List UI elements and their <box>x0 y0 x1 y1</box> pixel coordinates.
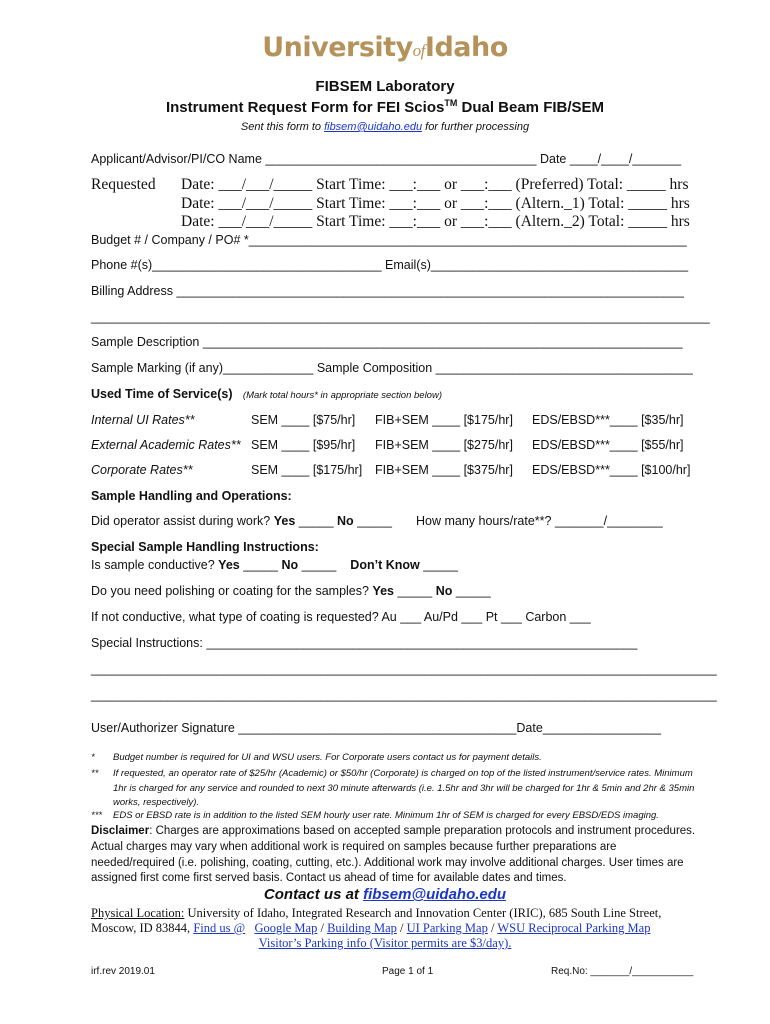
sample-marking-field[interactable]: Sample Marking (if any)_____________ Sample Composition _____________________________________ <box>91 361 693 375</box>
fib-rate-field[interactable]: FIB+SEM ____ [$175/hr] <box>375 413 513 427</box>
signature-field[interactable]: User/Authorizer Signature ________________________________________Date_________________ <box>91 721 661 735</box>
ui-parking-map-link[interactable]: UI Parking Map <box>406 921 488 935</box>
sem-rate-field[interactable]: SEM ____ [$175/hr] <box>251 463 363 477</box>
rate-row-corporate <box>91 463 701 477</box>
special-instructions-line2[interactable]: __________________________________________________________________________________________ <box>91 662 717 676</box>
polish-no-blank[interactable]: _____ <box>455 584 491 598</box>
billing-address-line2[interactable]: _________________________________________________________________________________________ <box>91 310 710 324</box>
visitor-parking-link[interactable]: Visitor’s Parking info (Visitor permits are $3/day). <box>258 936 512 950</box>
fib-rate-field[interactable]: FIB+SEM ____ [$275/hr] <box>375 438 513 452</box>
special-handling-heading: Special Sample Handling Instructions: <box>91 540 319 554</box>
billing-address-field[interactable]: Billing Address _________________________________________________________________________ <box>91 284 684 298</box>
handling-heading: Sample Handling and Operations: <box>91 489 292 503</box>
eds-rate-field[interactable]: EDS/EBSD***____ [$35/hr] <box>532 413 684 427</box>
disclaimer: Disclaimer: Charges are approximations based on accepted sample preparation protocols and instrument procedures. Actual charges may vary when additional work is required on samples because further preparations are needed/required (i.e. polishing, coating, cutting, etc.). Additional work may involve additional charges. User times are assigned first come first served basis. Contact us ahead of time for available dates and times. <box>91 825 696 885</box>
footnote-operator-rate: ** If requested, an operator rate of $25/hr (Academic) or $50/hr (Corporate) is charged on top of the listed instrument/service rates. Minimum 1hr is charged for any service and rounded to next 30 minute afterwards (i.e. 1.5hr and 3hr will be charged for 1hr & 5min and 2hr & 35min works, respectively). <box>91 768 695 809</box>
phone-email-field[interactable]: Phone #(s)_________________________________ Email(s)_____________________________________ <box>91 258 689 272</box>
google-map-link[interactable]: Google Map <box>254 921 318 935</box>
assist-yes-blank[interactable]: _____ <box>298 514 334 528</box>
form-title: Instrument Request Form for FEI Scios™ Dual Beam FIB/SEM <box>165 98 605 116</box>
conductive-no-blank[interactable]: _____ <box>301 558 337 572</box>
polishing-question: Do you need polishing or coating for the samples? Yes _____ No _____ <box>91 584 491 598</box>
footnote-budget: * Budget number is required for UI and WSU users. For Corporate users contact us for payment details. <box>91 752 542 763</box>
page-number: Page 1 of 1 <box>382 966 434 977</box>
applicant-field[interactable]: Applicant/Advisor/PI/CO Name _______________________________________ Date ____/____/_______ <box>91 152 682 166</box>
eds-rate-field[interactable]: EDS/EBSD***____ [$100/hr] <box>532 463 691 477</box>
contact-line: Contact us at fibsem@uidaho.edu <box>263 886 507 903</box>
building-map-link[interactable]: Building Map <box>327 921 397 935</box>
rate-row-external <box>91 438 701 452</box>
submission-note: Sent this form to fibsem@uidaho.edu for further processing <box>240 121 530 133</box>
rate-row-internal <box>91 413 701 427</box>
map-links: Moscow, ID 83844, Find us @ Google Map / Building Map / UI Parking Map / WSU Reciprocal Parking Map <box>91 921 651 935</box>
lab-title: FIBSEM Laboratory <box>315 78 455 95</box>
operator-assist-question: Did operator assist during work? Yes _____ No _____ <box>91 514 392 528</box>
hours-rate-field[interactable]: How many hours/rate**? _______/________ <box>416 514 663 528</box>
sem-rate-field[interactable]: SEM ____ [$75/hr] <box>251 413 356 427</box>
email-link[interactable]: fibsem@uidaho.edu <box>324 121 423 133</box>
conductive-yes-blank[interactable]: _____ <box>243 558 278 572</box>
requested-label: Requested <box>91 176 156 193</box>
physical-location: Physical Location: University of Idaho, Integrated Research and Innovation Center (IRIC), 685 South Line Street, <box>91 906 662 920</box>
fib-rate-field[interactable]: FIB+SEM ____ [$375/hr] <box>375 463 513 477</box>
footnote-eds-rate: *** EDS or EBSD rate is in addition to the listed SEM hourly user rate. Minimum 1hr of SEM is charged for every EBSD/EDS imaging. <box>91 810 659 821</box>
polish-yes-blank[interactable]: _____ <box>397 584 433 598</box>
requested-alternate-1[interactable]: Date: ___/___/_____ Start Time: ___:___ or ___:___ (Altern._1) Total: _____ hrs <box>181 195 690 212</box>
wsu-parking-map-link[interactable]: WSU Reciprocal Parking Map <box>497 921 651 935</box>
budget-field[interactable]: Budget # / Company / PO# *_______________________________________________________________ <box>91 233 687 247</box>
revision-number: irf.rev 2019.01 <box>91 966 155 977</box>
university-logo: UniversityofIdaho <box>262 32 508 63</box>
used-time-heading: Used Time of Service(s) (Mark total hours* in appropriate section below) <box>91 387 442 401</box>
request-number-field[interactable]: Req.No: _______/___________ <box>551 966 694 977</box>
special-instructions-field[interactable]: Special Instructions: ______________________________________________________________ <box>91 636 638 650</box>
sample-description-field[interactable]: Sample Description _____________________________________________________________________ <box>91 335 683 349</box>
find-us-link[interactable]: Find us @ <box>193 921 246 935</box>
assist-no-blank[interactable]: _____ <box>357 514 392 528</box>
eds-rate-field[interactable]: EDS/EBSD***____ [$55/hr] <box>532 438 684 452</box>
coating-question[interactable]: If not conductive, what type of coating is requested? Au ___ Au/Pd ___ Pt ___ Carbon ___ <box>91 610 591 624</box>
rate-label: Corporate Rates** <box>91 463 193 477</box>
requested-preferred[interactable]: Date: ___/___/_____ Start Time: ___:___ or ___:___ (Preferred) Total: _____ hrs <box>181 176 689 193</box>
contact-email-link[interactable]: fibsem@uidaho.edu <box>363 886 507 903</box>
rate-label: Internal UI Rates** <box>91 413 195 427</box>
conductive-unknown-blank[interactable]: _____ <box>423 558 458 572</box>
conductive-question: Is sample conductive? Yes _____ No _____ Don’t Know _____ <box>91 558 458 572</box>
rate-label: External Academic Rates** <box>91 438 241 452</box>
visitor-parking-row <box>0 936 770 951</box>
special-instructions-line3[interactable]: __________________________________________________________________________________________ <box>91 688 717 702</box>
sem-rate-field[interactable]: SEM ____ [$95/hr] <box>251 438 356 452</box>
requested-alternate-2[interactable]: Date: ___/___/_____ Start Time: ___:___ or ___:___ (Altern._2) Total: _____ hrs <box>181 213 690 230</box>
